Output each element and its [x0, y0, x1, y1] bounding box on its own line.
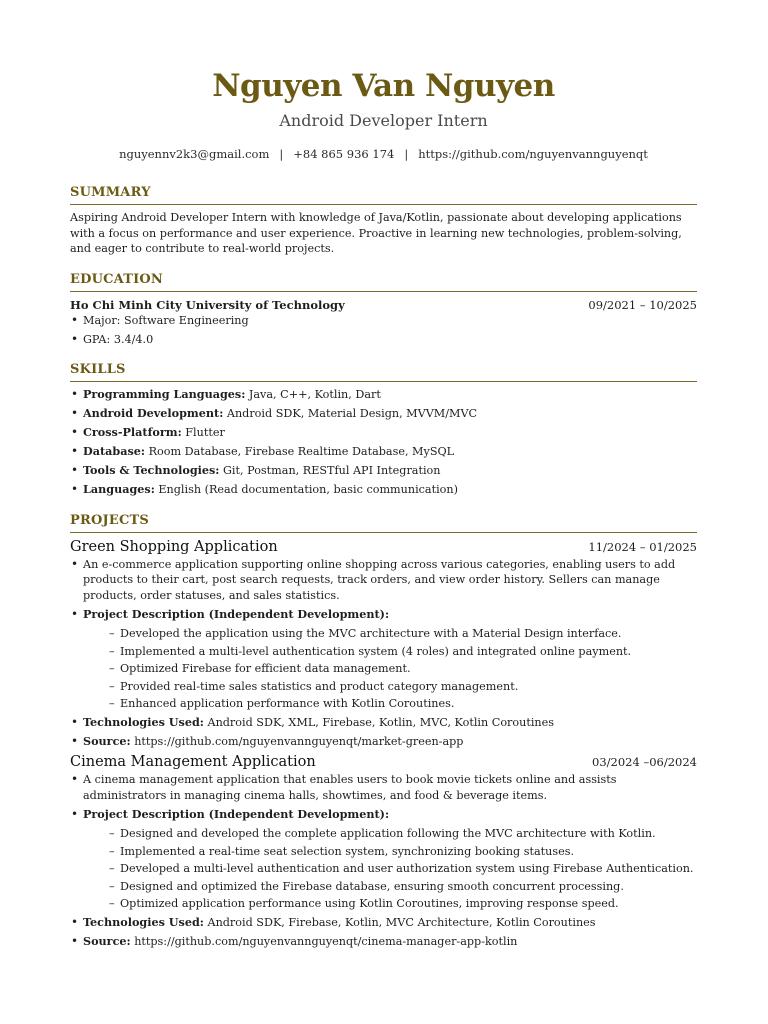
project-description [70, 607, 697, 712]
project-description [70, 807, 697, 912]
description-details [83, 826, 697, 912]
contact-github-link[interactable]: https://github.com/nguyenvannguyenqt [418, 147, 648, 161]
contact-phone: +84 865 936 174 [293, 147, 395, 161]
education-entry [70, 297, 697, 313]
list-item: • GPA: 3.4/4.0 [70, 332, 697, 348]
detail-item: – Enhanced application performance with Kotlin Coroutines. [109, 696, 697, 712]
project-bullets [70, 772, 697, 950]
skill-item [70, 444, 697, 460]
detail-item: – Designed and optimized the Firebase database, ensuring smooth concurrent processing. [109, 879, 697, 895]
skill-value: Room Database, Firebase Realtime Database, MySQL [148, 445, 455, 458]
skills-section [70, 361, 697, 498]
detail-item: – Developed a multi-level authentication and user authorization system using Firebase Authentication. [109, 861, 697, 877]
section-title: SUMMARY [70, 184, 697, 205]
skill-label: Languages: [83, 482, 155, 496]
technologies-label: Technologies Used: [83, 915, 204, 929]
project-dates: 03/2024 –06/2024 [592, 755, 697, 769]
project-source [70, 734, 697, 750]
project-header [70, 538, 697, 557]
technologies-label: Technologies Used: [83, 715, 204, 729]
skill-label: Tools & Technologies: [83, 463, 220, 477]
skill-value: Flutter [185, 426, 225, 439]
skill-item [70, 463, 697, 479]
project-dates: 11/2024 – 01/2025 [588, 539, 697, 554]
resume-header [70, 66, 697, 162]
project-title: Cinema Management Application [70, 754, 316, 770]
section-title: EDUCATION [70, 271, 697, 292]
detail-item: – Optimized application performance using Kotlin Coroutines, improving response speed. [109, 896, 697, 912]
skill-item [70, 425, 697, 441]
project-entry [70, 538, 697, 750]
source-link[interactable]: https://github.com/nguyenvannguyenqt/market-green-app [134, 735, 464, 748]
candidate-role: Android Developer Intern [279, 111, 488, 130]
detail-item: – Provided real-time sales statistics and product category management. [109, 679, 697, 695]
education-dates: 09/2021 – 10/2025 [588, 297, 697, 312]
detail-item: – Designed and developed the complete application following the MVC architecture with Kotlin. [109, 826, 697, 842]
project-source [70, 934, 697, 950]
project-bullets [70, 557, 697, 750]
skill-label: Programming Languages: [83, 387, 246, 401]
skill-value: Android SDK, Material Design, MVVM/MVC [226, 407, 478, 420]
project-title: Green Shopping Application [70, 538, 278, 555]
project-overview: • An e-commerce application supporting online shopping across various categories, enabling users to add products to their cart, post search requests, track orders, and view order history. Sellers can manage products, order statuses, and sales statistics. [70, 557, 697, 604]
list-item: • Major: Software Engineering [70, 313, 697, 329]
skill-item [70, 482, 697, 498]
skill-label: Cross-Platform: [83, 425, 182, 439]
education-details [70, 313, 697, 348]
skill-value: Git, Postman, RESTful API Integration [223, 464, 441, 477]
section-title: PROJECTS [70, 512, 697, 533]
detail-item: – Implemented a real-time seat selection system, synchronizing booking statuses. [109, 844, 697, 860]
resume-page [70, 60, 697, 953]
description-details [83, 626, 697, 712]
description-label: Project Description (Independent Development): [83, 606, 390, 621]
technologies-value: Android SDK, XML, Firebase, Kotlin, MVC, Kotlin Coroutines [207, 716, 554, 729]
skill-item [70, 387, 697, 403]
contact-separator: | [404, 147, 409, 161]
description-label: Project Description (Independent Development): [83, 806, 390, 821]
skill-label: Android Development: [83, 406, 224, 420]
summary-section [70, 184, 697, 257]
school-name: Ho Chi Minh City University of Technology [70, 297, 345, 312]
project-header [70, 753, 697, 772]
contact-line [70, 146, 697, 162]
detail-item: – Developed the application using the MVC architecture with a Material Design interface. [109, 626, 697, 642]
project-technologies [70, 715, 697, 731]
contact-email[interactable]: nguyennv2k3@gmail.com [119, 147, 270, 161]
skill-value: Java, C++, Kotlin, Dart [248, 388, 381, 401]
detail-item: – Optimized Firebase for efficient data management. [109, 661, 697, 677]
education-section [70, 271, 697, 348]
skill-value: English (Read documentation, basic communication) [158, 483, 458, 496]
technologies-value: Android SDK, Firebase, Kotlin, MVC Architecture, Kotlin Coroutines [207, 916, 596, 929]
project-entry [70, 753, 697, 950]
skill-label: Database: [83, 444, 145, 458]
detail-item: – Implemented a multi-level authentication system (4 roles) and integrated online payment. [109, 644, 697, 660]
skills-list [70, 387, 697, 498]
skill-item [70, 406, 697, 422]
source-link[interactable]: https://github.com/nguyenvannguyenqt/cinema-manager-app-kotlin [134, 935, 518, 948]
projects-section [70, 512, 697, 950]
source-label: Source: [83, 934, 131, 948]
summary-text: Aspiring Android Developer Intern with knowledge of Java/Kotlin, passionate about developing applications with a focus on performance and user experience. Proactive in learning new technologies, problem-solving, and eager to contribute to real-world projects. [70, 211, 682, 255]
contact-separator: | [279, 147, 284, 161]
candidate-name: Nguyen Van Nguyen [212, 68, 555, 104]
section-title: SKILLS [70, 361, 697, 382]
source-label: Source: [83, 734, 131, 748]
project-technologies [70, 915, 697, 931]
project-overview: • A cinema management application that enables users to book movie tickets online and assists administrators in managing cinema halls, showtimes, and food & beverage items. [70, 772, 697, 803]
